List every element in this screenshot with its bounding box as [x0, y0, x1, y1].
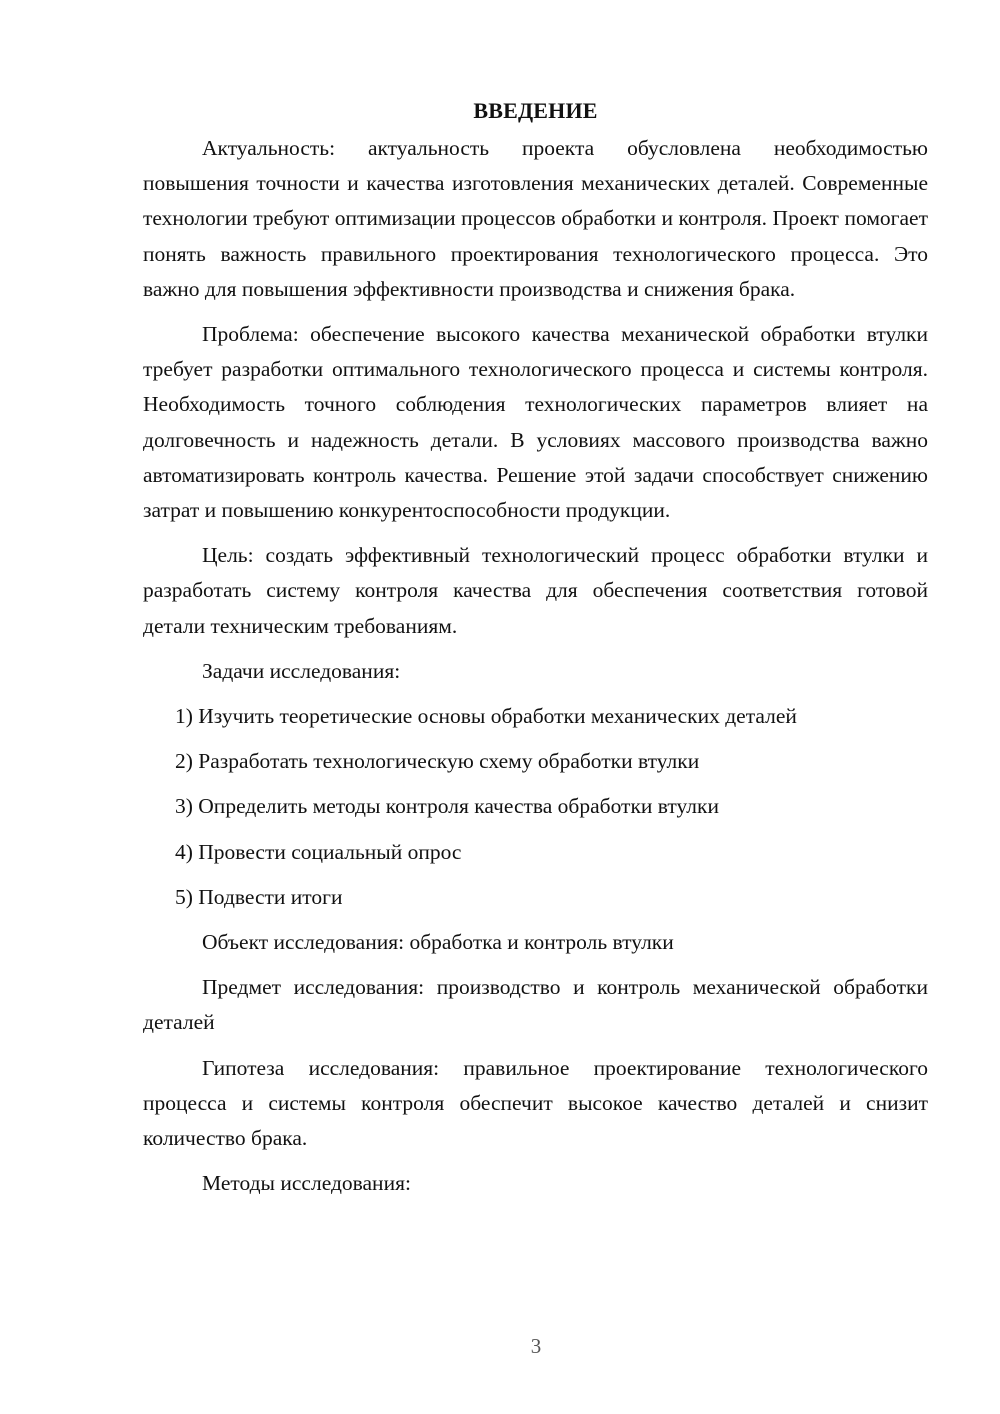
- list-item: 4) Провести социальный опрос: [175, 839, 462, 864]
- list-item: 2) Разработать технологическую схему обработки втулки: [175, 749, 700, 774]
- problem-paragraph: Проблема: обеспечение высокого качества механической обработки втулки требует разработки оптимального технологического процесса и системы контроля. Необходимость точного соблюдения технологических параметров влияет на долговечность и надежность детали. В условиях массового производства важно автоматизировать контроль качества. Решение этой задачи способствует снижению затрат и повышению конкурентоспособности продукции.: [143, 322, 928, 523]
- relevance-paragraph: Актуальность: актуальность проекта обусловлена необходимостью повышения точности и качества изготовления механических деталей. Современные технологии требуют оптимизации процессов обработки и контроля. Проект помогает понять важность правильного проектирования технологического процесса. Это важно для повышения эффективности производства и снижения брака.: [143, 136, 928, 301]
- methods-heading: Методы исследования:: [202, 1171, 411, 1196]
- tasks-heading: Задачи исследования:: [202, 658, 401, 683]
- hypothesis-paragraph: Гипотеза исследования: правильное проектирование технологического процесса и системы контроля обеспечит высокое качество деталей и снизит количество брака.: [143, 1055, 928, 1151]
- list-item: 1) Изучить теоретические основы обработки механических деталей: [175, 704, 797, 729]
- subject-paragraph: Предмет исследования: производство и контроль механической обработки деталей: [143, 975, 928, 1035]
- page-title: ВВЕДЕНИЕ: [473, 98, 598, 123]
- goal-paragraph: Цель: создать эффективный технологический процесс обработки втулки и разработать систему контроля качества для обеспечения соответствия готовой детали техническим требованиям.: [143, 543, 928, 638]
- tasks-list: [143, 699, 928, 915]
- object-paragraph: Объект исследования: обработка и контроль втулки: [202, 930, 674, 955]
- list-item: 5) Подвести итоги: [175, 884, 343, 909]
- document-page: [143, 96, 928, 1211]
- list-item: 3) Определить методы контроля качества обработки втулки: [175, 794, 719, 819]
- page-number: 3: [530, 1334, 542, 1358]
